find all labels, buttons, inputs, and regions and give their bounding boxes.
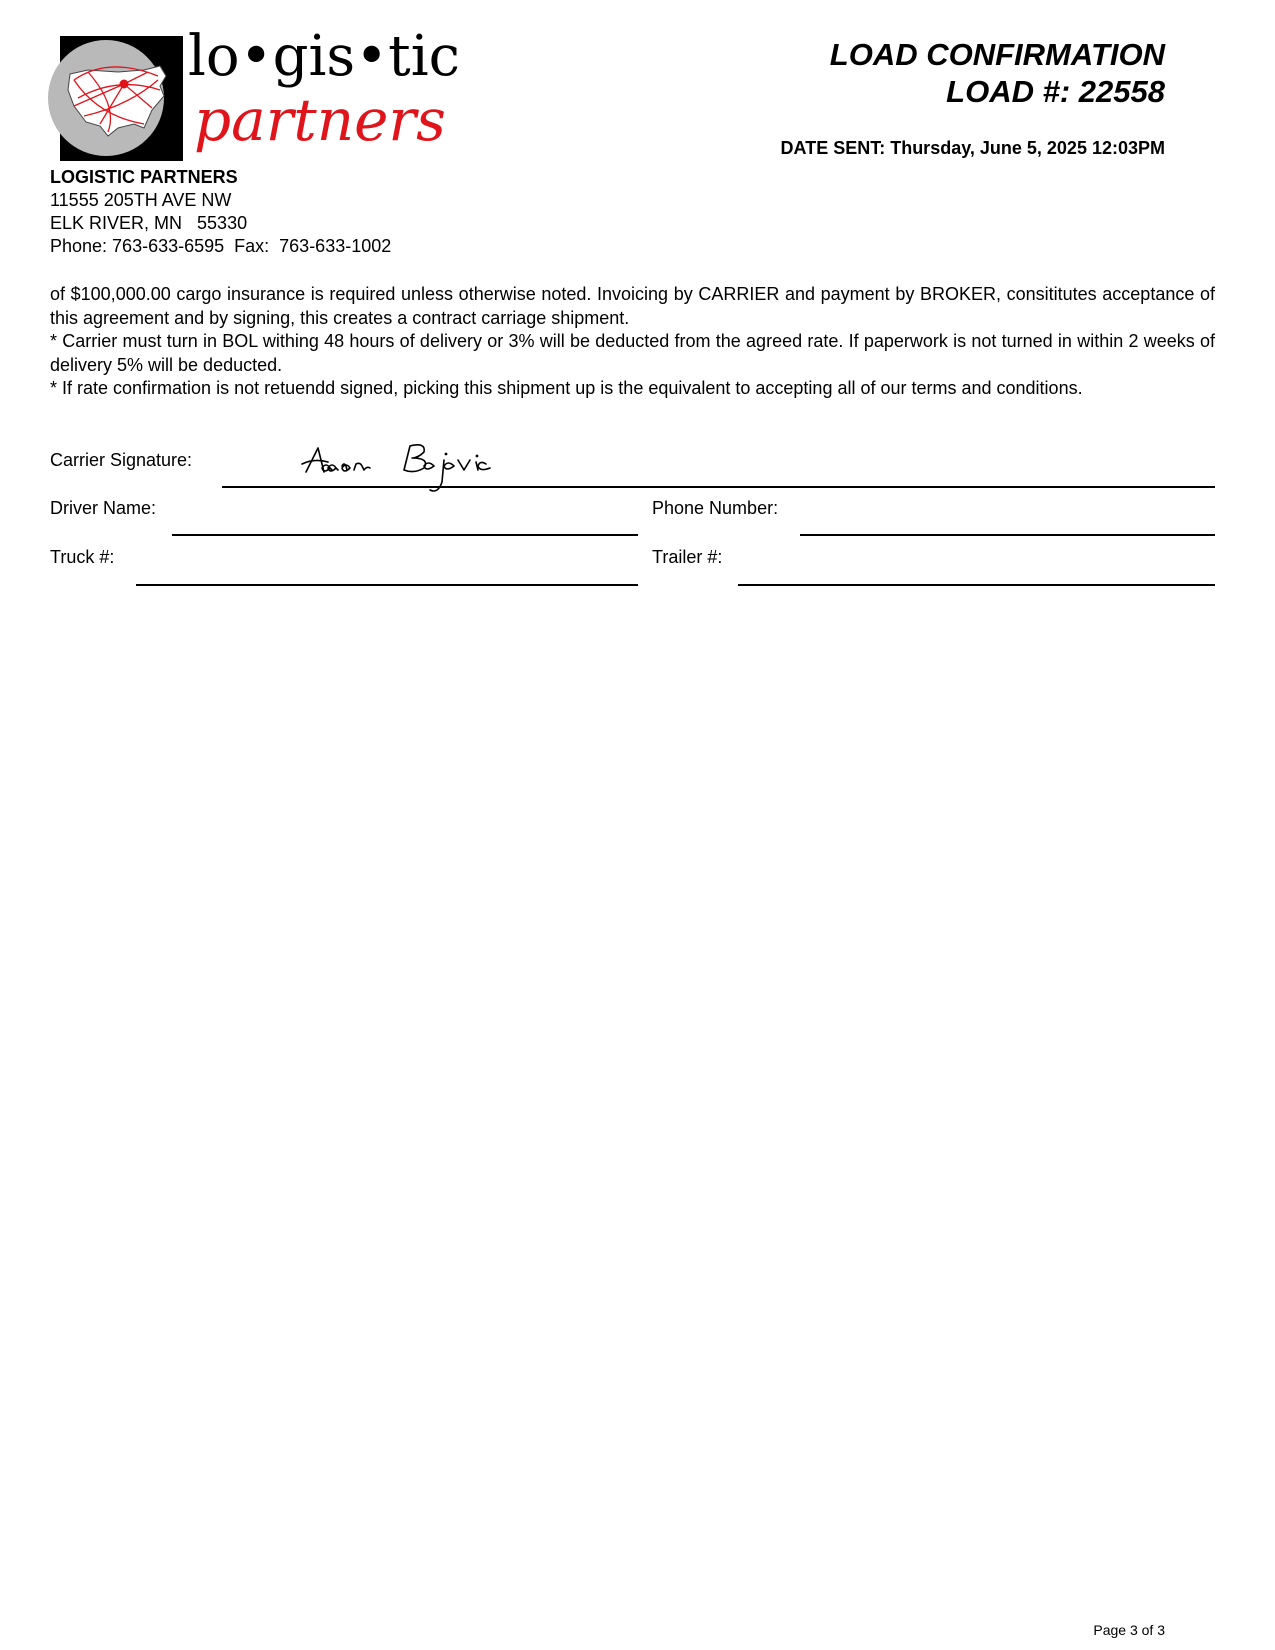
- trailer-number-label: Trailer #:: [652, 547, 723, 567]
- driver-name-field[interactable]: [172, 534, 638, 536]
- document-title: LOAD CONFIRMATION: [829, 37, 1165, 72]
- date-sent: DATE SENT: Thursday, June 5, 2025 12:03PM: [780, 138, 1165, 158]
- document-title-block: [830, 36, 1165, 110]
- company-name: LOGISTIC PARTNERS: [50, 167, 238, 187]
- phone-number-field[interactable]: [800, 534, 1215, 536]
- terms-paragraph: of $100,000.00 cargo insurance is required unless otherwise noted. Invoicing by CARRIER and payment by BROKER, consititutes acceptance of this agreement and by signing, this creates a contract carriage shipment.: [50, 284, 1215, 328]
- company-logo: [48, 24, 460, 162]
- trailer-number-field[interactable]: [738, 584, 1215, 586]
- carrier-signature: [300, 438, 530, 498]
- company-address-block: [50, 166, 391, 258]
- company-phone-fax: Phone: 763-633-6595 Fax: 763-633-1002: [50, 236, 392, 256]
- page-number: Page 3 of 3: [1093, 1622, 1165, 1638]
- logo-wordmark-partners: partners: [194, 86, 446, 154]
- load-number: LOAD #: 22558: [946, 74, 1165, 109]
- driver-name-label: Driver Name:: [50, 498, 157, 518]
- truck-number-field[interactable]: [136, 584, 638, 586]
- logo-wordmark-logistic: lo•gis•tic: [188, 24, 460, 89]
- usa-map-network-icon: [48, 36, 183, 161]
- truck-number-label: Truck #:: [50, 547, 115, 567]
- carrier-signature-label: Carrier Signature:: [50, 450, 193, 470]
- phone-number-label: Phone Number:: [652, 498, 779, 518]
- terms-paragraph: * Carrier must turn in BOL withing 48 hours of delivery or 3% will be deducted from the agreed rate. If paperwork is not turned in within 2 weeks of delivery 5% will be deducted.: [50, 331, 1215, 375]
- company-address-line2: ELK RIVER, MN 55330: [50, 213, 248, 233]
- terms-paragraph: * If rate confirmation is not retuendd signed, picking this shipment up is the equivalent to accepting all of our terms and conditions.: [50, 378, 1083, 398]
- company-address-line1: 11555 205TH AVE NW: [50, 190, 232, 210]
- terms-text: [50, 283, 1215, 401]
